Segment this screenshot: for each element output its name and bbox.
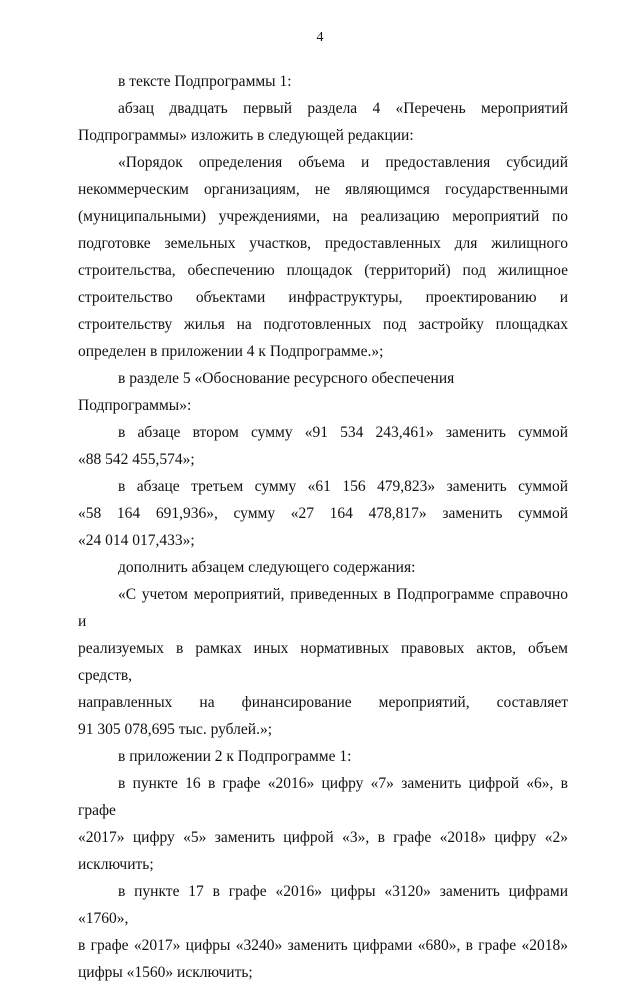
text-line: определен в приложении 4 к Подпрограмме.»;: [78, 343, 384, 360]
text-line: в абзаце втором сумму «91 534 243,461» заменить суммой: [118, 424, 568, 441]
text-line: 91 305 078,695 тыс. рублей.»;: [78, 721, 272, 738]
page-number: 4: [316, 30, 324, 45]
text-line: в пункте 17 в графе «2016» цифры «3120» заменить цифрами «1760»,: [78, 883, 568, 927]
text-line: абзац двадцать первый раздела 4 «Перечень мероприятий: [118, 100, 568, 117]
text-line: в разделе 5 «Обоснование ресурсного обеспечения Подпрограммы»:: [78, 370, 455, 414]
text-line: Подпрограммы» изложить в следующей редакции:: [78, 127, 414, 144]
text-line: «Порядок определения объема и предоставления субсидий: [118, 154, 568, 171]
text-line: «24 014 017,433»;: [78, 532, 195, 549]
text-line: строительству жилья на подготовленных под застройку площадках: [78, 316, 568, 333]
text-line: дополнить абзацем следующего содержания:: [118, 559, 416, 576]
text-line: «58 164 691,936», сумму «27 164 478,817» заменить суммой: [78, 505, 568, 522]
text-line: в абзаце третьем сумму «61 156 479,823» заменить суммой: [118, 478, 568, 495]
text-line: подготовке земельных участков, предоставленных для жилищного: [78, 235, 568, 252]
text-line: «88 542 455,574»;: [78, 451, 195, 468]
text-line: в пункте 16 в графе «2016» цифру «7» заменить цифрой «6», в графе: [78, 775, 568, 819]
text-line: направленных на финансирование мероприятий, составляет: [78, 694, 568, 711]
text-line: в графе «2017» цифры «3240» заменить цифрами «680», в графе «2018»: [78, 937, 568, 954]
text-line: исключить;: [78, 856, 154, 873]
text-line: реализуемых в рамках иных нормативных правовых актов, объем средств,: [78, 640, 568, 684]
document-body: [78, 68, 568, 986]
text-line: в приложении 2 к Подпрограмме 1:: [118, 748, 352, 765]
text-line: строительства, обеспечению площадок (территорий) под жилищное: [78, 262, 568, 279]
text-line: «2017» цифру «5» заменить цифрой «3», в графе «2018» цифру «2»: [78, 829, 568, 846]
text-line: строительство объектами инфраструктуры, проектированию и: [78, 289, 568, 306]
text-line: (муниципальными) учреждениями, на реализацию мероприятий по: [78, 208, 568, 225]
text-line: в тексте Подпрограммы 1:: [118, 73, 292, 90]
text-line: цифры «1560» исключить;: [78, 964, 253, 981]
text-line: «С учетом мероприятий, приведенных в Подпрограмме справочно и: [78, 586, 568, 630]
text-line: некоммерческим организациям, не являющимся государственными: [78, 181, 568, 198]
